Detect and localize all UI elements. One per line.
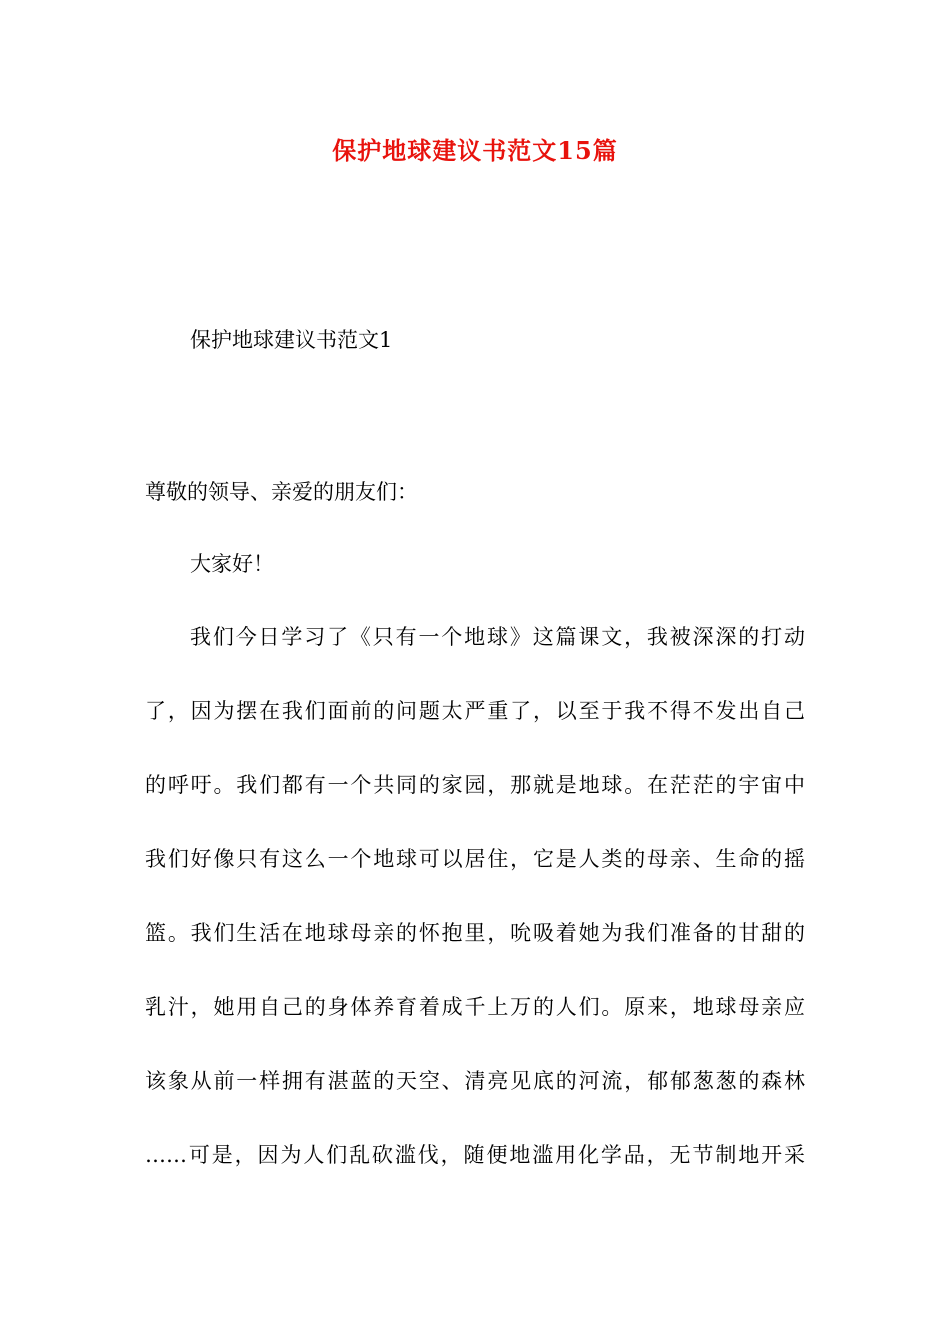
paragraph-line: 我们今日学习了《只有一个地球》这篇课文，我被深深的打动 — [190, 625, 805, 649]
paragraph-line: 该象从前一样拥有湛蓝的天空、清亮见底的河流，郁郁葱葱的森林 — [145, 1069, 805, 1093]
section-heading: 保护地球建议书范文1 — [190, 328, 393, 352]
salutation: 尊敬的领导、亲爱的朋友们： — [145, 480, 418, 504]
paragraph-line: 篮。我们生活在地球母亲的怀抱里，吮吸着她为我们准备的甘甜的 — [145, 921, 805, 945]
paragraph-line: 乳汁，她用自己的身体养育着成千上万的人们。原来，地球母亲应 — [145, 995, 805, 1019]
paragraph-line: 了，因为摆在我们面前的问题太严重了，以至于我不得不发出自己 — [145, 699, 805, 723]
paragraph-line: ……可是，因为人们乱砍滥伐，随便地滥用化学品，无节制地开采 — [145, 1143, 805, 1167]
paragraph-line: 的呼吁。我们都有一个共同的家园，那就是地球。在茫茫的宇宙中 — [145, 773, 805, 797]
paragraph-line: 我们好像只有这么一个地球可以居住，它是人类的母亲、生命的摇 — [145, 847, 805, 871]
body-paragraph — [145, 622, 805, 1214]
document-title: 保护地球建议书范文15篇 — [332, 136, 618, 165]
greeting: 大家好！ — [190, 552, 274, 576]
